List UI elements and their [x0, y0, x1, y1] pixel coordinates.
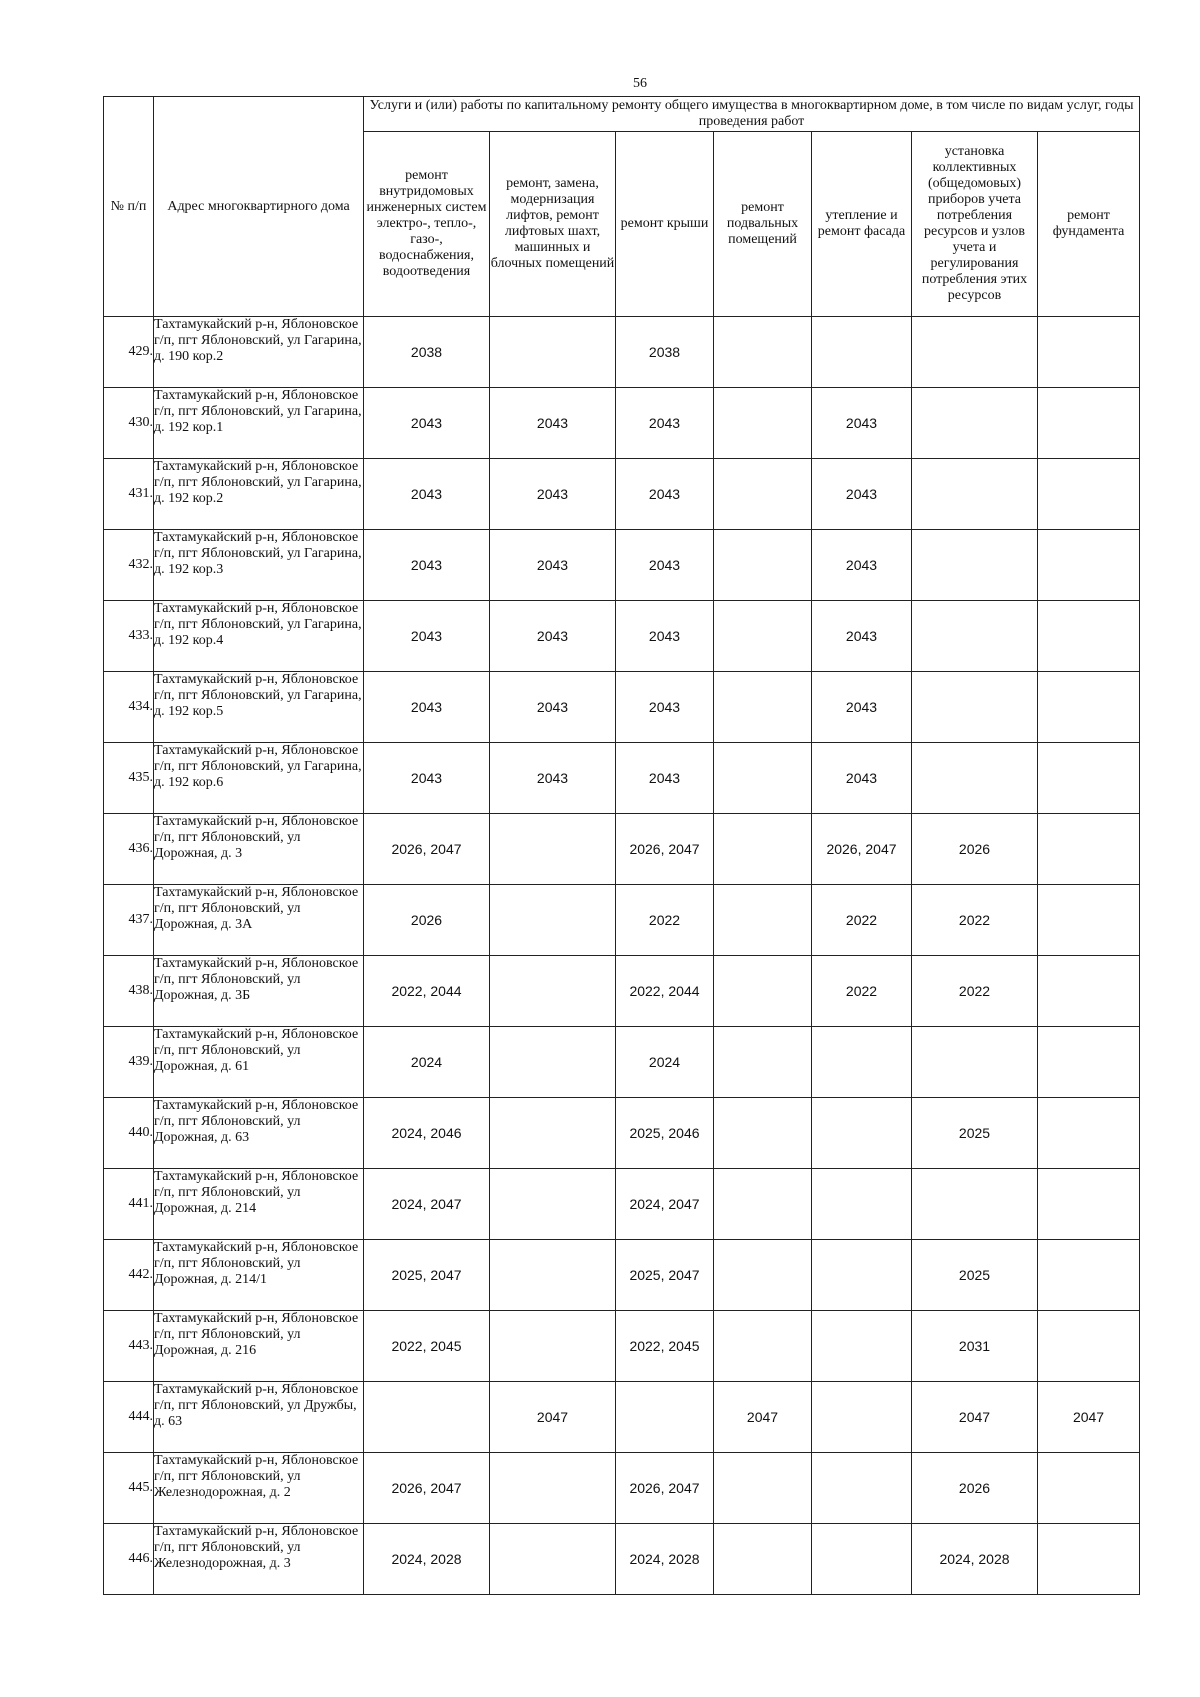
row-year-cell — [714, 814, 812, 885]
row-year-cell: 2024 — [616, 1027, 714, 1098]
row-address: Тахтамукайский р-н, Яблоновское г/п, пгт Яблоновский, ул Гагарина, д. 192 кор.1 — [154, 388, 364, 459]
row-year-cell: 2038 — [616, 317, 714, 388]
row-year-cell — [490, 1240, 616, 1311]
header-roof: ремонт крыши — [616, 132, 714, 317]
row-number: 437. — [104, 885, 154, 956]
row-year-cell — [1038, 743, 1140, 814]
row-year-cell: 2043 — [616, 388, 714, 459]
row-year-cell: 2043 — [812, 459, 912, 530]
row-year-cell: 2043 — [616, 672, 714, 743]
row-year-cell: 2043 — [490, 601, 616, 672]
row-year-cell: 2025 — [912, 1240, 1038, 1311]
row-address: Тахтамукайский р-н, Яблоновское г/п, пгт Яблоновский, ул Железнодорожная, д. 3 — [154, 1524, 364, 1595]
row-address: Тахтамукайский р-н, Яблоновское г/п, пгт Яблоновский, ул Дорожная, д. 216 — [154, 1311, 364, 1382]
row-number: 431. — [104, 459, 154, 530]
table-row — [104, 1027, 1140, 1098]
row-year-cell — [490, 1098, 616, 1169]
row-year-cell: 2022, 2045 — [616, 1311, 714, 1382]
table-row — [104, 1098, 1140, 1169]
row-year-cell — [714, 1240, 812, 1311]
header-foundation: ремонт фундамента — [1038, 132, 1140, 317]
row-year-cell — [714, 1453, 812, 1524]
row-number: 438. — [104, 956, 154, 1027]
row-year-cell: 2043 — [364, 459, 490, 530]
row-year-cell — [912, 1169, 1038, 1240]
row-year-cell: 2025, 2047 — [616, 1240, 714, 1311]
table-row — [104, 317, 1140, 388]
row-year-cell: 2043 — [812, 743, 912, 814]
row-year-cell — [490, 1524, 616, 1595]
page-number: 56 — [633, 76, 647, 91]
row-year-cell — [1038, 459, 1140, 530]
row-year-cell — [912, 530, 1038, 601]
row-year-cell — [714, 956, 812, 1027]
row-address: Тахтамукайский р-н, Яблоновское г/п, пгт Яблоновский, ул Гагарина, д. 190 кор.2 — [154, 317, 364, 388]
row-year-cell: 2043 — [812, 388, 912, 459]
row-number: 442. — [104, 1240, 154, 1311]
table-body — [104, 317, 1140, 1595]
row-year-cell: 2047 — [490, 1382, 616, 1453]
row-address: Тахтамукайский р-н, Яблоновское г/п, пгт Яблоновский, ул Дорожная, д. 63 — [154, 1098, 364, 1169]
row-year-cell: 2043 — [490, 530, 616, 601]
row-year-cell — [714, 530, 812, 601]
row-year-cell — [912, 317, 1038, 388]
row-year-cell: 2025, 2047 — [364, 1240, 490, 1311]
row-year-cell — [912, 672, 1038, 743]
table-row — [104, 956, 1140, 1027]
row-address: Тахтамукайский р-н, Яблоновское г/п, пгт Яблоновский, ул Дорожная, д. 3А — [154, 885, 364, 956]
row-number: 430. — [104, 388, 154, 459]
row-year-cell — [812, 1453, 912, 1524]
row-year-cell — [490, 1027, 616, 1098]
row-year-cell: 2026 — [912, 1453, 1038, 1524]
row-year-cell — [1038, 1311, 1140, 1382]
row-year-cell: 2024, 2047 — [616, 1169, 714, 1240]
row-number: 441. — [104, 1169, 154, 1240]
header-services-group: Услуги и (или) работы по капитальному ремонту общего имущества в многоквартирном доме, в том числе по видам услуг, годы проведения работ — [364, 97, 1140, 132]
table-row — [104, 1240, 1140, 1311]
row-address: Тахтамукайский р-н, Яблоновское г/п, пгт Яблоновский, ул Гагарина, д. 192 кор.6 — [154, 743, 364, 814]
row-year-cell: 2043 — [812, 672, 912, 743]
row-year-cell — [812, 1311, 912, 1382]
row-year-cell — [490, 1311, 616, 1382]
row-number: 436. — [104, 814, 154, 885]
table-row — [104, 601, 1140, 672]
row-year-cell — [812, 1240, 912, 1311]
row-year-cell: 2026, 2047 — [364, 1453, 490, 1524]
row-year-cell — [812, 1524, 912, 1595]
row-address: Тахтамукайский р-н, Яблоновское г/п, пгт Яблоновский, ул Дорожная, д. 3 — [154, 814, 364, 885]
table-row — [104, 1169, 1140, 1240]
row-number: 429. — [104, 317, 154, 388]
row-year-cell — [714, 885, 812, 956]
row-year-cell — [1038, 672, 1140, 743]
row-year-cell — [1038, 1169, 1140, 1240]
header-address: Адрес многоквартирного дома — [154, 97, 364, 317]
row-year-cell — [912, 388, 1038, 459]
row-year-cell: 2043 — [812, 530, 912, 601]
row-year-cell — [714, 459, 812, 530]
header-engineering-systems: ремонт внутридомовых инженерных систем электро-, тепло-, газо-, водоснабжения, водоотведения — [364, 132, 490, 317]
row-year-cell — [616, 1382, 714, 1453]
row-number: 432. — [104, 530, 154, 601]
row-year-cell — [490, 814, 616, 885]
row-year-cell: 2043 — [490, 388, 616, 459]
row-year-cell: 2022 — [912, 956, 1038, 1027]
row-year-cell — [714, 1027, 812, 1098]
row-year-cell: 2043 — [616, 601, 714, 672]
table-row — [104, 885, 1140, 956]
row-year-cell — [490, 956, 616, 1027]
row-year-cell: 2026, 2047 — [812, 814, 912, 885]
row-year-cell: 2043 — [812, 601, 912, 672]
row-year-cell — [912, 743, 1038, 814]
row-year-cell — [714, 388, 812, 459]
row-year-cell — [1038, 317, 1140, 388]
row-year-cell: 2025 — [912, 1098, 1038, 1169]
row-year-cell — [714, 317, 812, 388]
table-row — [104, 672, 1140, 743]
row-number: 446. — [104, 1524, 154, 1595]
row-year-cell — [1038, 1240, 1140, 1311]
row-year-cell — [364, 1382, 490, 1453]
row-year-cell: 2026, 2047 — [616, 1453, 714, 1524]
row-year-cell: 2024, 2028 — [616, 1524, 714, 1595]
header-metering-devices: установка коллективных (общедомовых) приборов учета потребления ресурсов и узлов учета и регулирования потребления этих ресурсов — [912, 132, 1038, 317]
row-year-cell: 2022 — [912, 885, 1038, 956]
row-address: Тахтамукайский р-н, Яблоновское г/п, пгт Яблоновский, ул Гагарина, д. 192 кор.3 — [154, 530, 364, 601]
row-year-cell — [812, 1098, 912, 1169]
row-year-cell — [812, 1027, 912, 1098]
table-row — [104, 1311, 1140, 1382]
row-year-cell — [912, 1027, 1038, 1098]
table-row — [104, 388, 1140, 459]
row-year-cell — [714, 1524, 812, 1595]
row-address: Тахтамукайский р-н, Яблоновское г/п, пгт Яблоновский, ул Гагарина, д. 192 кор.2 — [154, 459, 364, 530]
table-row — [104, 1453, 1140, 1524]
row-year-cell — [714, 1169, 812, 1240]
table-row — [104, 1382, 1140, 1453]
row-year-cell — [912, 459, 1038, 530]
table-row — [104, 530, 1140, 601]
row-year-cell — [714, 1098, 812, 1169]
row-year-cell: 2026, 2047 — [616, 814, 714, 885]
row-address: Тахтамукайский р-н, Яблоновское г/п, пгт Яблоновский, ул Железнодорожная, д. 2 — [154, 1453, 364, 1524]
row-year-cell — [1038, 388, 1140, 459]
row-year-cell: 2043 — [490, 743, 616, 814]
row-year-cell — [1038, 1098, 1140, 1169]
row-year-cell — [490, 317, 616, 388]
row-year-cell: 2043 — [364, 601, 490, 672]
header-elevators: ремонт, замена, модернизация лифтов, ремонт лифтовых шахт, машинных и блочных помещений — [490, 132, 616, 317]
row-address: Тахтамукайский р-н, Яблоновское г/п, пгт Яблоновский, ул Дорожная, д. 3Б — [154, 956, 364, 1027]
row-year-cell — [1038, 1027, 1140, 1098]
row-year-cell: 2024, 2028 — [912, 1524, 1038, 1595]
row-year-cell — [1038, 601, 1140, 672]
row-year-cell — [812, 1382, 912, 1453]
row-number: 433. — [104, 601, 154, 672]
row-year-cell: 2022, 2045 — [364, 1311, 490, 1382]
row-year-cell: 2043 — [490, 672, 616, 743]
row-number: 439. — [104, 1027, 154, 1098]
row-year-cell — [714, 743, 812, 814]
capital-repair-table — [103, 96, 1140, 1595]
header-num: № п/п — [104, 97, 154, 317]
row-address: Тахтамукайский р-н, Яблоновское г/п, пгт Яблоновский, ул Дорожная, д. 61 — [154, 1027, 364, 1098]
row-number: 444. — [104, 1382, 154, 1453]
row-year-cell — [1038, 814, 1140, 885]
row-year-cell — [1038, 885, 1140, 956]
row-year-cell: 2043 — [616, 743, 714, 814]
table-row — [104, 459, 1140, 530]
table-row — [104, 814, 1140, 885]
row-year-cell: 2024, 2028 — [364, 1524, 490, 1595]
row-year-cell: 2043 — [616, 530, 714, 601]
row-year-cell: 2024, 2046 — [364, 1098, 490, 1169]
table-row — [104, 743, 1140, 814]
row-year-cell: 2043 — [364, 530, 490, 601]
row-year-cell: 2026, 2047 — [364, 814, 490, 885]
row-year-cell: 2022 — [812, 885, 912, 956]
row-year-cell — [490, 1453, 616, 1524]
row-year-cell: 2025, 2046 — [616, 1098, 714, 1169]
row-number: 445. — [104, 1453, 154, 1524]
row-address: Тахтамукайский р-н, Яблоновское г/п, пгт Яблоновский, ул Дружбы, д. 63 — [154, 1382, 364, 1453]
row-year-cell — [1038, 1453, 1140, 1524]
row-year-cell: 2043 — [364, 672, 490, 743]
row-address: Тахтамукайский р-н, Яблоновское г/п, пгт Яблоновский, ул Гагарина, д. 192 кор.4 — [154, 601, 364, 672]
row-year-cell: 2024 — [364, 1027, 490, 1098]
row-number: 443. — [104, 1311, 154, 1382]
row-year-cell: 2026 — [912, 814, 1038, 885]
row-year-cell: 2022, 2044 — [616, 956, 714, 1027]
row-year-cell — [490, 1169, 616, 1240]
row-year-cell: 2026 — [364, 885, 490, 956]
row-number: 440. — [104, 1098, 154, 1169]
row-year-cell — [1038, 1524, 1140, 1595]
row-year-cell: 2047 — [912, 1382, 1038, 1453]
row-number: 435. — [104, 743, 154, 814]
row-year-cell — [714, 1311, 812, 1382]
header-basement: ремонт подвальных помещений — [714, 132, 812, 317]
row-year-cell: 2022 — [812, 956, 912, 1027]
row-year-cell: 2024, 2047 — [364, 1169, 490, 1240]
row-year-cell: 2038 — [364, 317, 490, 388]
row-year-cell: 2022, 2044 — [364, 956, 490, 1027]
row-year-cell: 2043 — [364, 388, 490, 459]
row-year-cell — [714, 672, 812, 743]
row-number: 434. — [104, 672, 154, 743]
row-year-cell: 2047 — [1038, 1382, 1140, 1453]
header-facade: утепление и ремонт фасада — [812, 132, 912, 317]
row-year-cell: 2043 — [364, 743, 490, 814]
row-year-cell — [812, 1169, 912, 1240]
row-address: Тахтамукайский р-н, Яблоновское г/п, пгт Яблоновский, ул Гагарина, д. 192 кор.5 — [154, 672, 364, 743]
row-year-cell — [912, 601, 1038, 672]
row-year-cell: 2022 — [616, 885, 714, 956]
row-year-cell: 2031 — [912, 1311, 1038, 1382]
row-year-cell — [812, 317, 912, 388]
row-year-cell — [490, 885, 616, 956]
row-year-cell — [1038, 956, 1140, 1027]
row-year-cell: 2043 — [490, 459, 616, 530]
row-year-cell: 2047 — [714, 1382, 812, 1453]
row-address: Тахтамукайский р-н, Яблоновское г/п, пгт Яблоновский, ул Дорожная, д. 214 — [154, 1169, 364, 1240]
table-row — [104, 1524, 1140, 1595]
row-year-cell: 2043 — [616, 459, 714, 530]
row-year-cell — [714, 601, 812, 672]
row-address: Тахтамукайский р-н, Яблоновское г/п, пгт Яблоновский, ул Дорожная, д. 214/1 — [154, 1240, 364, 1311]
row-year-cell — [1038, 530, 1140, 601]
